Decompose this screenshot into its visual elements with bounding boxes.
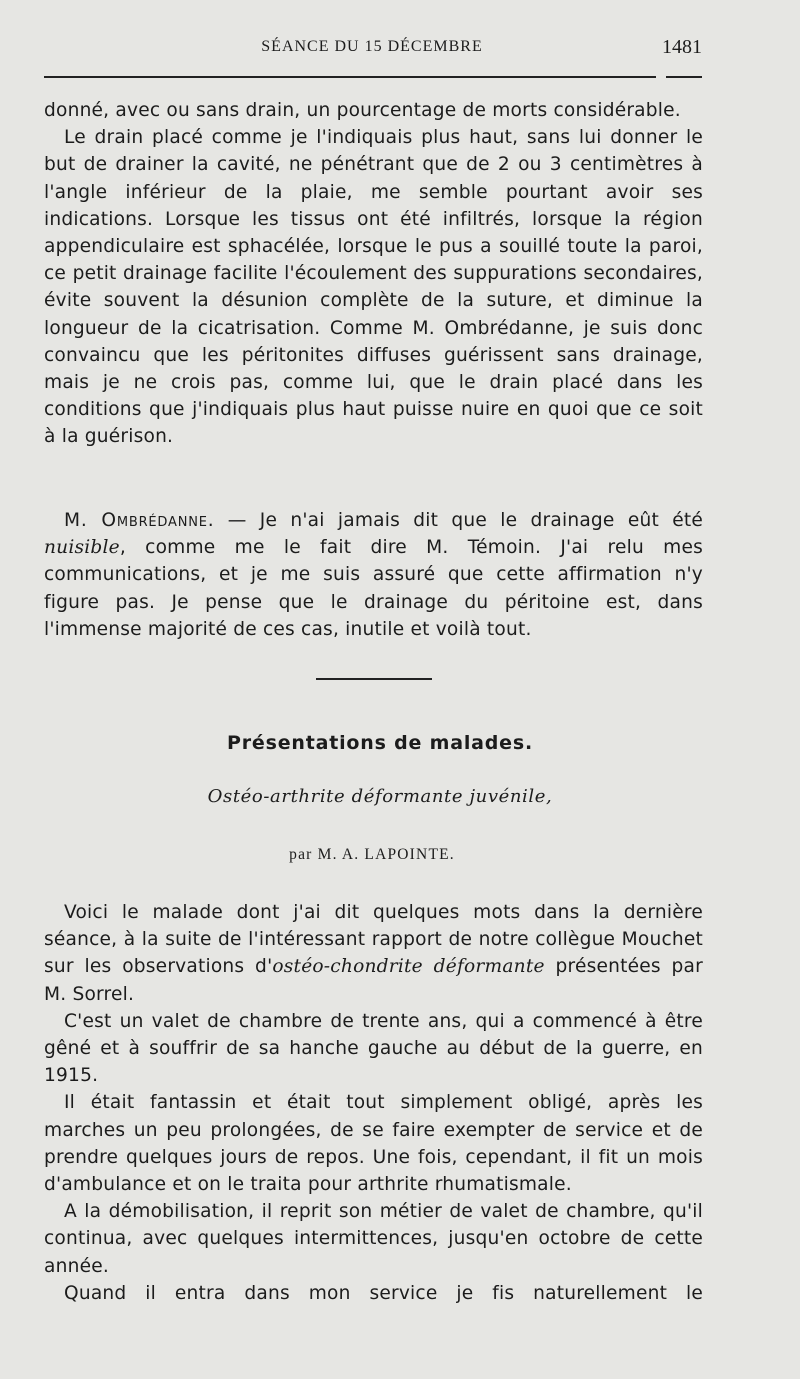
intro-italic-term: ostéo-chondrite déformante [272,956,545,978]
paragraph-reply [44,507,703,643]
intro-text-b: présentées par M. Sorrel. [44,956,703,1005]
header-rule [44,76,656,78]
speaker-name: M. Ombrédanne. [64,510,215,531]
running-head [42,36,702,62]
paragraph-history: Il était fantassin et était tout simplement obligé, après les marches un peu prolongées, de se faire exempter de service et de prendre quelques jours de repos. Une fois, cependant, il fit un mois d'ambulance et on le traita pour arthrite rhumatismale. [44,1092,703,1196]
paragraph-drain: Le drain placé comme je l'indiquais plus haut, sans lui donner le but de drainer la cavité, ne pénétrant que de 2 ou 3 centimètres à l'angle inférieur de la plaie, me semble pourtant avoir ses indications. Lorsque les tissus ont été infiltrés, lorsque la région appendiculaire est sphacélée, lorsque le pus a souillé toute la paroi, ce petit drainage facilite l'écoulement des suppurations secondaires, évite souvent la désunion complète de la suture, et diminue la longueur de la cicatrisation. Comme M. Ombrédanne, je suis donc convaincu que les péritonites diffuses guérissent sans drainage, mais je ne crois pas, comme lui, que le drain placé dans les conditions que j'indiquais plus haut puisse nuire en quoi que ce soit à la guérison. [44,127,703,448]
running-title: SÉANCE DU 15 DÉCEMBRE [261,38,483,55]
page-number: 1481 [662,36,702,58]
reply-text-start: — Je n'ai jamais dit que le drainage eût été [214,510,703,531]
section-separator [316,678,432,680]
section-title: Présentations de malades. [227,732,533,754]
article-subtitle: Ostéo-arthrite déformante juvénile, [207,786,553,807]
paragraph-continuation: donné, avec ou sans drain, un pourcentage de morts considérable. [44,100,681,121]
paragraph-patient: C'est un valet de chambre de trente ans, qui a commencé à être gêné et à souffrir de sa hanche gauche au début de la guerre, en 1915. [44,1010,703,1087]
article-byline: par M. A. LAPOINTE. [289,846,455,863]
header-rule-short [666,76,702,78]
paragraph-service: Quand il entra dans mon service je fis naturellement le [64,1282,703,1304]
reply-block [44,507,703,643]
intro-text-a: Voici le malade dont j'ai dit quelques mots dans la dernière séance, à la suite de l'intéressant rapport de notre collègue Mouchet sur les observations d' [44,902,703,978]
bottom-text-block [44,899,703,1307]
paragraph-intro [44,899,703,1008]
top-text-block [44,97,703,451]
reply-italic-word: nuisible [44,537,120,559]
reply-text-rest: , comme me le fait dire M. Témoin. J'ai relu mes communications, et je me suis assuré que cette affirmation n'y figure pas. Je pense que le drainage du péritoine est, dans l'immense majorité de ces cas, inutile et voilà tout. [44,537,703,640]
paragraph-demobilisation: A la démobilisation, il reprit son métier de valet de chambre, qu'il continua, avec quelques intermittences, jusqu'en octobre de cette année. [44,1201,703,1277]
